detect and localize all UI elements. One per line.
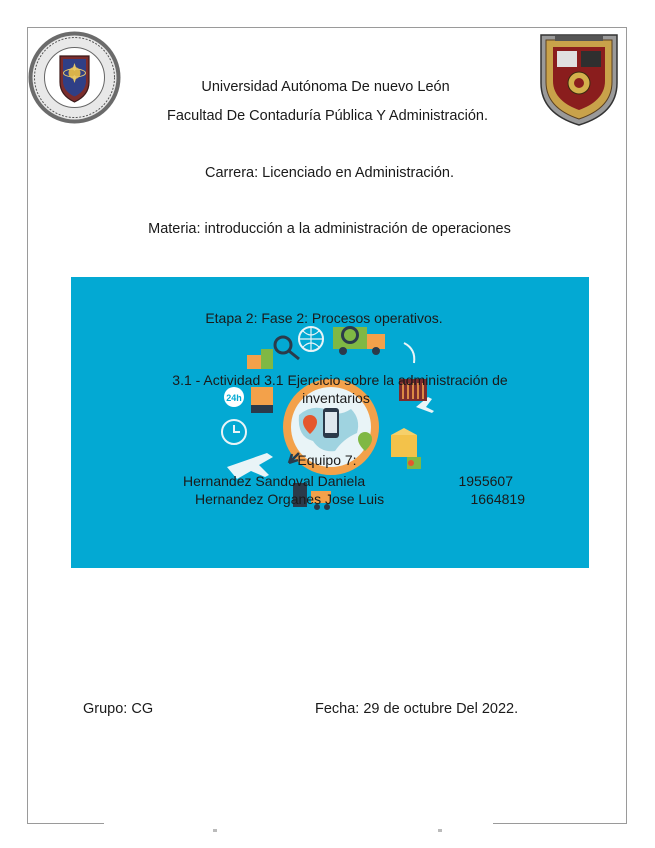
svg-text:24h: 24h (226, 393, 242, 403)
magnifier-icon (275, 337, 291, 353)
team-member (183, 473, 513, 489)
member-name: Hernandez Sandoval Daniela (183, 473, 366, 489)
group-label: Grupo: CG (83, 701, 154, 717)
university-name: Universidad Autónoma De nuevo León (201, 79, 450, 95)
career-line: Carrera: Licenciado en Administración. (204, 165, 455, 181)
subject-line: Materia: introducción a la administración de operaciones (148, 221, 511, 237)
date-label: Fecha: 29 de octubre Del 2022. (315, 701, 519, 717)
member-name: Hernandez Organes Jose Luis (195, 491, 385, 507)
member-id: 1664819 (470, 491, 525, 507)
team-member (195, 491, 525, 507)
bottom-rule-left (27, 823, 104, 824)
faculty-name: Facultad De Contaduría Pública Y Administración. (166, 108, 489, 124)
stage-title: Etapa 2: Fase 2: Procesos operativos. (205, 310, 443, 326)
footer-mark (438, 829, 442, 832)
activity-title-line1: 3.1 - Actividad 3.1 Ejercicio sobre la administración de (172, 372, 508, 388)
package-box-icon (247, 355, 261, 369)
member-id: 1955607 (458, 473, 513, 489)
footer-mark (213, 829, 217, 832)
activity-title-line2: inventarios (302, 390, 370, 406)
bottom-rule-right (493, 823, 627, 824)
cover-banner (71, 277, 589, 568)
team-label: Equipo 7: (297, 452, 357, 468)
